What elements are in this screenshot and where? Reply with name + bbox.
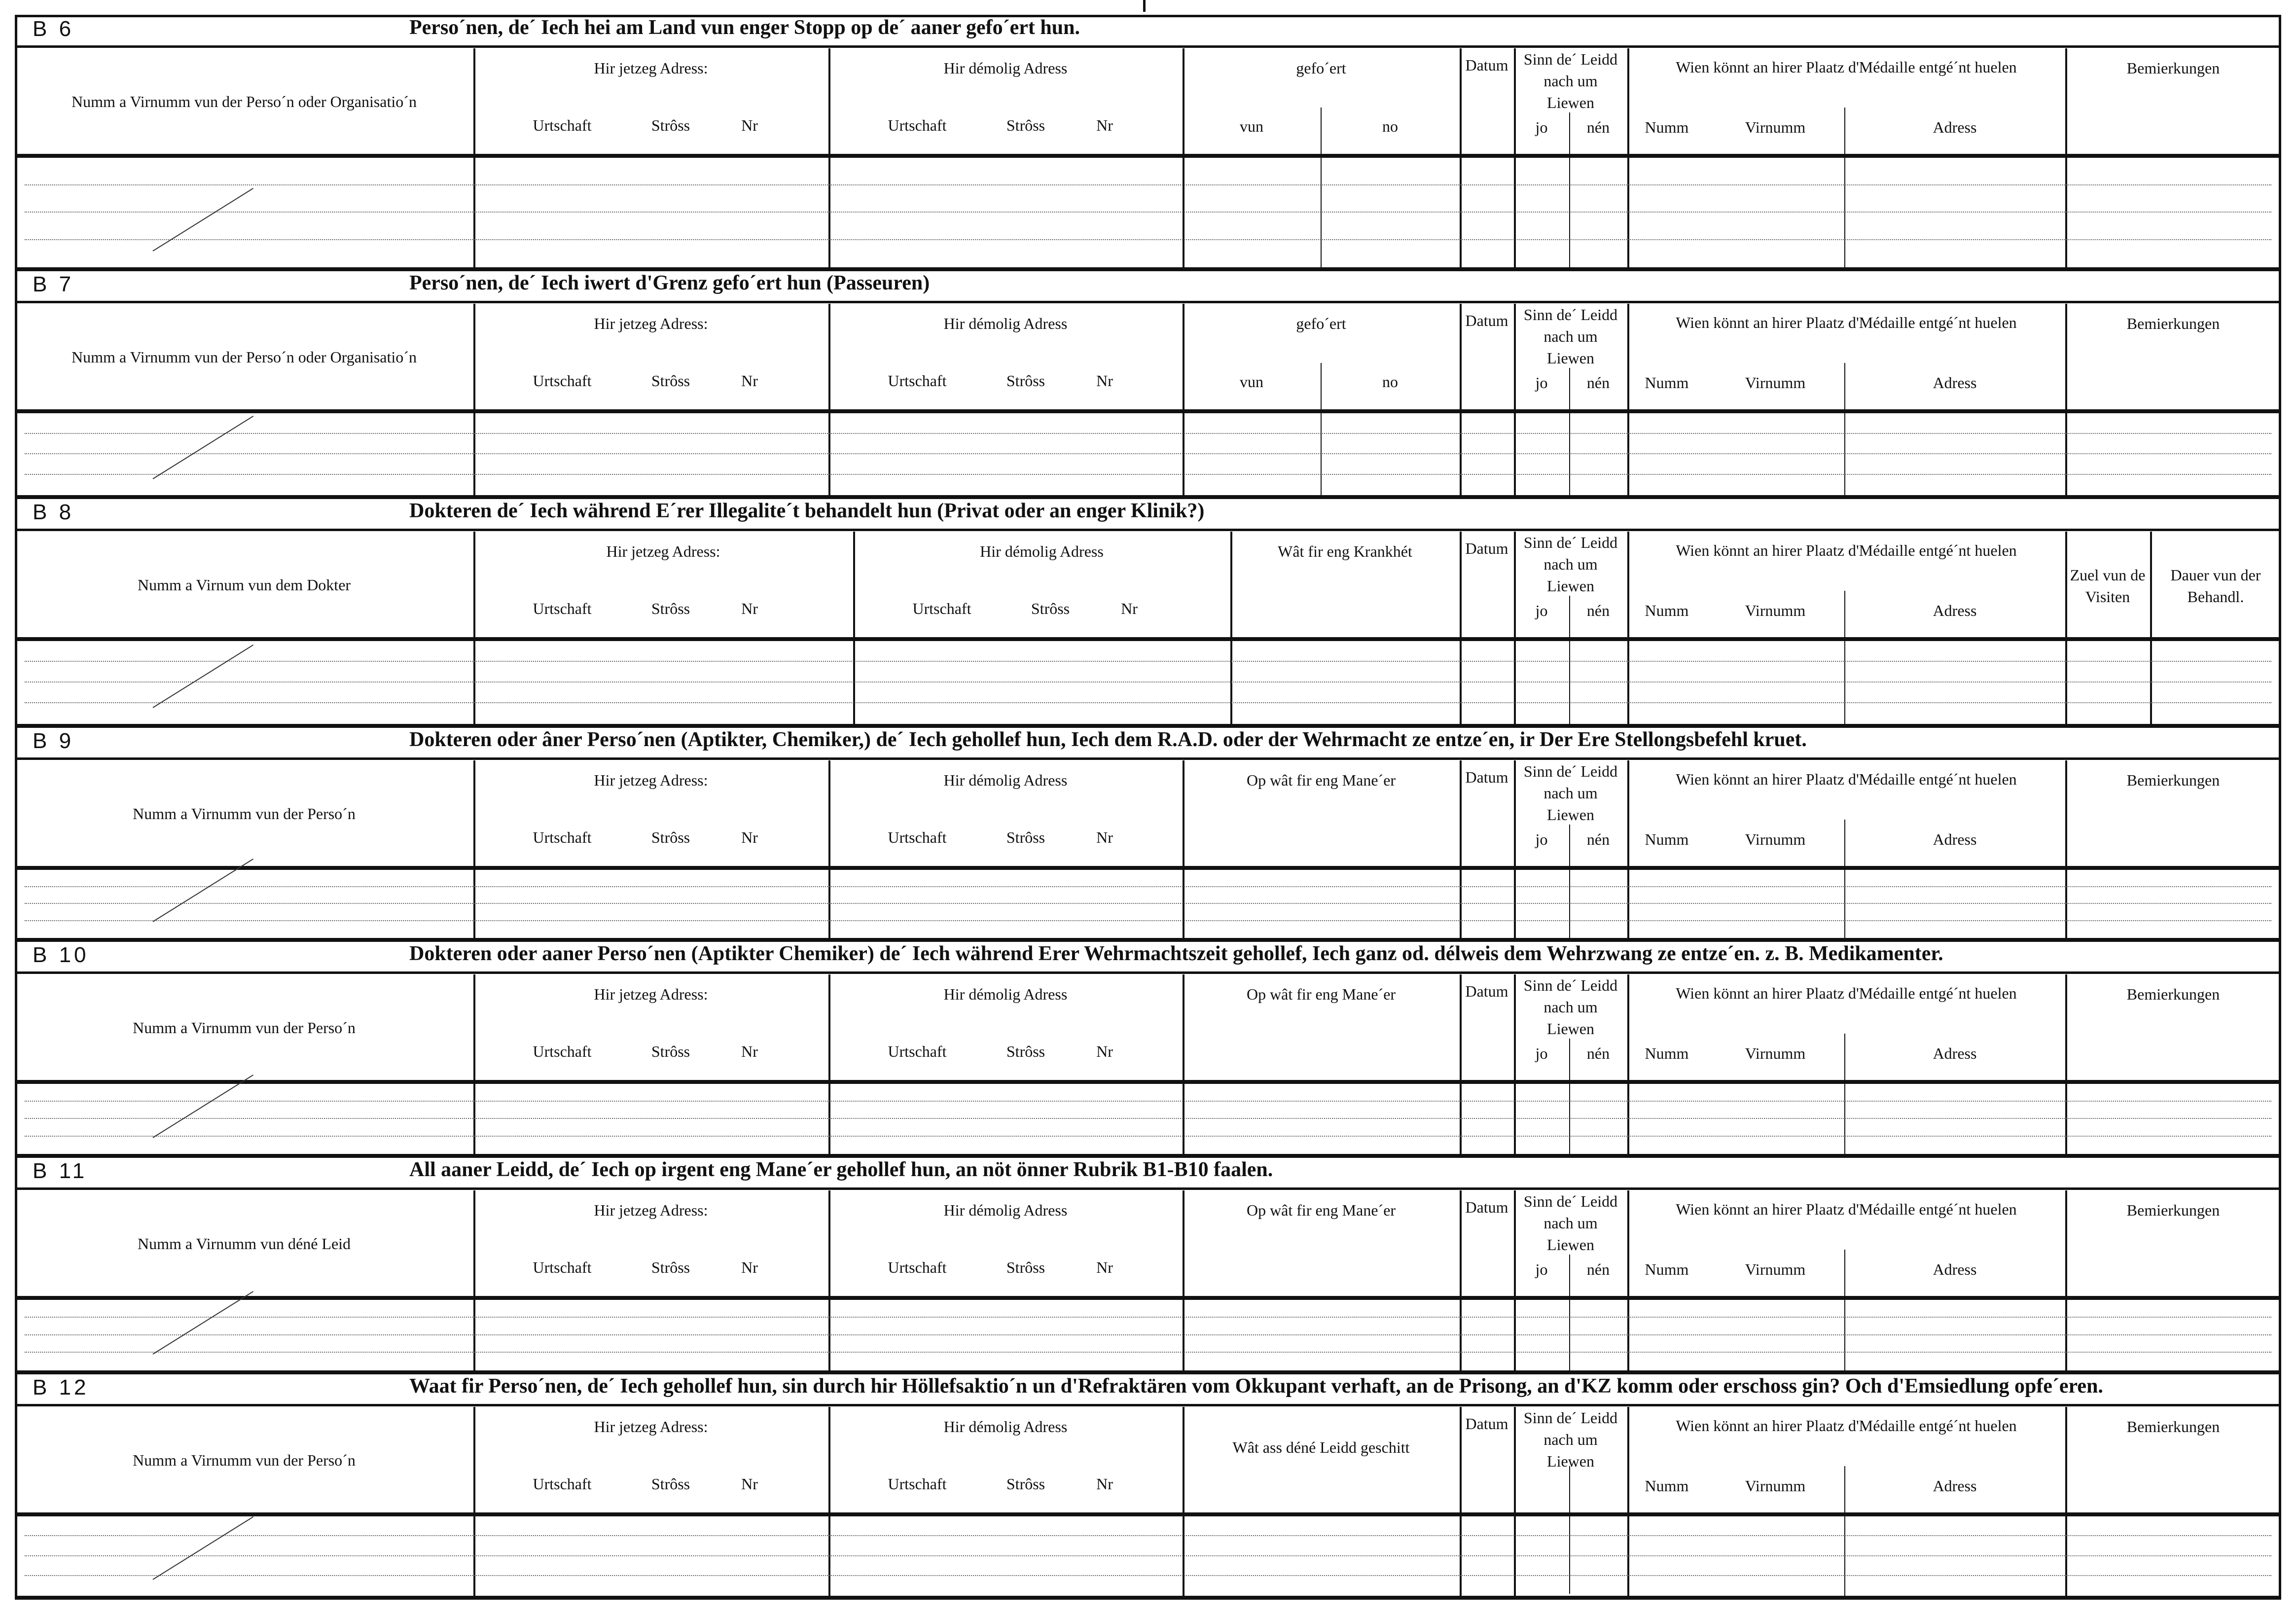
remarks-header: Bemierkungen <box>2126 1418 2220 1436</box>
current-address-header: Hir jetzeg Adress: <box>594 1418 708 1436</box>
current-address-header: Hir jetzeg Adress: <box>594 985 708 1003</box>
alive-no-subheader: nén <box>1586 1260 1610 1278</box>
column-divider <box>1627 760 1629 941</box>
extra-header: Op wât fir eng Mane´er <box>1246 771 1396 789</box>
name-column-header: Numm a Virnumm vun der Perso´n <box>133 805 356 823</box>
alive-yes-subheader: jo <box>1535 1260 1548 1278</box>
section-title: Dokteren de´ Iech während E´rer Illegalite´t behandelt hun (Privat oder an enger Klinik?) <box>409 500 1205 522</box>
column-divider <box>1627 48 1629 270</box>
section-id: B 9 <box>33 729 74 753</box>
pencil-mark <box>152 1075 253 1138</box>
former-number-subheader: Nr <box>1121 600 1138 617</box>
column-divider <box>1183 1407 1184 1599</box>
current-address-header: Hir jetzeg Adress: <box>594 771 708 789</box>
section-title: Perso´nen, de´ Iech hei am Land vun enger Stopp op de´ aaner gefo´ert hun. <box>409 16 1080 39</box>
section-id: B 6 <box>33 17 74 41</box>
section-b8 <box>15 498 2281 727</box>
current-address-header: Hir jetzeg Adress: <box>594 1201 708 1219</box>
medal-address-subheader: Adress <box>1933 374 1977 392</box>
medal-firstname-subheader: Virnumm <box>1745 118 1806 136</box>
section-b12 <box>15 1373 2281 1599</box>
column-divider <box>1514 1407 1516 1599</box>
medal-address-subheader: Adress <box>1933 1260 1977 1278</box>
section-id: B 10 <box>33 943 89 967</box>
section-header <box>15 941 2281 974</box>
column-divider <box>1230 532 1232 727</box>
write-in-line <box>25 1101 2271 1102</box>
write-in-line <box>25 661 2271 662</box>
former-number-subheader: Nr <box>1096 372 1113 390</box>
medal-firstname-subheader: Virnumm <box>1745 602 1806 619</box>
section-b10 <box>15 941 2281 1157</box>
alive-no-subheader: nén <box>1586 1044 1610 1062</box>
former-street-subheader: Strôss <box>1006 1475 1045 1493</box>
remarks-header: Bemierkungen <box>2126 315 2220 332</box>
column-divider <box>1514 532 1516 727</box>
alive-header: Sinn de´ Leidd nach um Liewen <box>1523 762 1618 824</box>
write-in-line <box>25 453 2271 454</box>
current-street-subheader: Strôss <box>651 1042 690 1060</box>
current-number-subheader: Nr <box>741 116 758 134</box>
date-header: Datum <box>1465 768 1508 786</box>
medal-header: Wien könnt an hirer Plaatz d'Médaille entgé´nt huelen <box>1676 984 2017 1002</box>
name-column-header: Numm a Virnumm vun der Perso´n oder Organisatio´n <box>72 348 417 366</box>
column-divider <box>828 304 830 498</box>
write-in-line <box>25 903 2271 904</box>
extra-header: gefo´ert <box>1296 315 1346 332</box>
current-street-subheader: Strôss <box>651 1475 690 1493</box>
section-b9 <box>15 727 2281 941</box>
medal-firstname-subheader: Virnumm <box>1745 1044 1806 1062</box>
medal-address-subheader: Adress <box>1933 118 1977 136</box>
current-number-subheader: Nr <box>741 828 758 846</box>
section-header <box>15 498 2281 531</box>
medal-name-subheader: Numm <box>1645 374 1689 392</box>
column-divider <box>1183 48 1184 270</box>
column-divider <box>1627 304 1629 498</box>
former-number-subheader: Nr <box>1096 1258 1113 1276</box>
pencil-mark <box>152 416 253 479</box>
medal-header: Wien könnt an hirer Plaatz d'Médaille entgé´nt huelen <box>1676 58 2017 76</box>
section-title: Dokteren oder aaner Perso´nen (Aptikter Chemiker) de´ Iech während Erer Wehrmachtszeit gehollef, Iech ganz od. délweis dem Wehrzwang ze entze´en. z. B. Medikamenter. <box>409 942 1943 965</box>
column-divider <box>2150 532 2152 727</box>
extra-to-subheader: no <box>1382 117 1398 135</box>
alive-no-subheader: nén <box>1586 118 1610 136</box>
former-town-subheader: Urtschaft <box>912 600 971 617</box>
section-title: Waat fir Perso´nen, de´ Iech gehollef hun, sin durch hir Höllefsaktio´n un d'Refraktären vom Okkupant verhaft, an de Prisong, an d'KZ komm oder erschoss gin? Och d'Emsiedlung opfe´eren. <box>409 1375 2103 1398</box>
alive-yes-subheader: jo <box>1535 374 1548 392</box>
extra-from-subheader: vun <box>1240 117 1263 135</box>
column-divider <box>2065 48 2067 270</box>
former-street-subheader: Strôss <box>1006 1258 1045 1276</box>
current-street-subheader: Strôss <box>651 372 690 390</box>
former-town-subheader: Urtschaft <box>888 1475 947 1493</box>
column-divider <box>473 532 475 727</box>
pencil-mark <box>152 645 253 708</box>
column-divider <box>1627 532 1629 727</box>
date-header: Datum <box>1465 1198 1508 1216</box>
current-number-subheader: Nr <box>741 1258 758 1276</box>
column-divider <box>473 304 475 498</box>
medal-name-subheader: Numm <box>1645 1044 1689 1062</box>
former-town-subheader: Urtschaft <box>888 116 947 134</box>
section-header <box>15 727 2281 760</box>
medal-name-subheader: Numm <box>1645 830 1689 848</box>
former-street-subheader: Strôss <box>1031 600 1070 617</box>
section-id: B 12 <box>33 1375 89 1400</box>
alive-yes-subheader: jo <box>1535 830 1548 848</box>
alive-no-subheader: nén <box>1586 374 1610 392</box>
column-divider <box>1514 1190 1516 1373</box>
former-number-subheader: Nr <box>1096 116 1113 134</box>
write-in-line <box>25 212 2271 213</box>
write-in-line <box>25 1334 2271 1335</box>
extra-header: Wât fir eng Krankhét <box>1278 542 1412 560</box>
medal-name-subheader: Numm <box>1645 118 1689 136</box>
section-b7 <box>15 270 2281 498</box>
medal-address-subheader: Adress <box>1933 1477 1977 1495</box>
name-column-header: Numm a Virnum vun dem Dokter <box>137 576 351 594</box>
medal-name-subheader: Numm <box>1645 602 1689 619</box>
former-street-subheader: Strôss <box>1006 372 1045 390</box>
write-in-line <box>25 1136 2271 1137</box>
header-bottom-rule <box>15 637 2281 641</box>
pencil-mark <box>152 188 253 251</box>
column-divider <box>473 48 475 270</box>
medal-name-subheader: Numm <box>1645 1260 1689 1278</box>
former-street-subheader: Strôss <box>1006 1042 1045 1060</box>
former-address-header: Hir démolig Adress <box>943 315 1068 332</box>
former-town-subheader: Urtschaft <box>888 1042 947 1060</box>
extra-to-subheader: no <box>1382 373 1398 391</box>
alive-yes-subheader: jo <box>1535 1044 1548 1062</box>
alive-header: Sinn de´ Leidd nach um Liewen <box>1523 306 1618 367</box>
section-b6 <box>15 15 2281 270</box>
extra-header: gefo´ert <box>1296 59 1346 77</box>
alive-header: Sinn de´ Leidd nach um Liewen <box>1523 534 1618 595</box>
write-in-line <box>25 702 2271 703</box>
alive-yes-subheader: jo <box>1535 118 1548 136</box>
alive-yes-subheader: jo <box>1535 602 1548 619</box>
medal-header: Wien könnt an hirer Plaatz d'Médaille entgé´nt huelen <box>1676 1417 2017 1435</box>
date-header: Datum <box>1465 312 1508 329</box>
column-divider <box>1514 48 1516 270</box>
former-address-header: Hir démolig Adress <box>943 59 1068 77</box>
write-in-line <box>25 1352 2271 1353</box>
section-id: B 11 <box>33 1159 88 1183</box>
remarks-header: Bemierkungen <box>2126 985 2220 1003</box>
column-divider <box>1627 1190 1629 1373</box>
column-divider <box>1514 760 1516 941</box>
medal-header: Wien könnt an hirer Plaatz d'Médaille entgé´nt huelen <box>1676 541 2017 559</box>
current-town-subheader: Urtschaft <box>533 116 592 134</box>
current-street-subheader: Strôss <box>651 1258 690 1276</box>
current-town-subheader: Urtschaft <box>533 1475 592 1493</box>
name-column-header: Numm a Virnumm vun déné Leid <box>137 1235 351 1253</box>
current-number-subheader: Nr <box>741 1042 758 1060</box>
date-header: Datum <box>1465 56 1508 74</box>
medal-header: Wien könnt an hirer Plaatz d'Médaille entgé´nt huelen <box>1676 1200 2017 1218</box>
section-title: All aaner Leidd, de´ Iech op irgent eng Mane´er gehollef hun, an nöt önner Rubrik B1-B10 faalen. <box>409 1158 1273 1181</box>
section-header <box>15 1373 2281 1406</box>
current-town-subheader: Urtschaft <box>533 1042 592 1060</box>
current-street-subheader: Strôss <box>651 828 690 846</box>
medal-address-subheader: Adress <box>1933 602 1977 619</box>
column-divider <box>1627 974 1629 1157</box>
write-in-line <box>25 184 2271 185</box>
current-address-header: Hir jetzeg Adress: <box>606 542 720 560</box>
column-divider <box>853 532 855 727</box>
medal-firstname-subheader: Virnumm <box>1745 830 1806 848</box>
former-number-subheader: Nr <box>1096 828 1113 846</box>
section-header <box>15 15 2281 48</box>
write-in-line <box>25 1555 2271 1556</box>
extra-header: Wât ass déné Leidd geschitt <box>1232 1438 1410 1456</box>
column-divider <box>1460 532 1462 727</box>
current-number-subheader: Nr <box>741 600 758 617</box>
section-b11 <box>15 1157 2281 1373</box>
former-street-subheader: Strôss <box>1006 828 1045 846</box>
alive-no-subheader: nén <box>1586 830 1610 848</box>
section-id: B 8 <box>33 500 74 524</box>
current-number-subheader: Nr <box>741 1475 758 1493</box>
column-divider <box>1514 304 1516 498</box>
alive-header: Sinn de´ Leidd nach um Liewen <box>1523 1409 1618 1470</box>
medal-header: Wien könnt an hirer Plaatz d'Médaille entgé´nt huelen <box>1676 770 2017 788</box>
current-town-subheader: Urtschaft <box>533 600 592 617</box>
extra-header: Op wât fir eng Mane´er <box>1246 1201 1396 1219</box>
write-in-line <box>25 1118 2271 1119</box>
column-divider <box>1460 1190 1462 1373</box>
extra-from-subheader: vun <box>1240 373 1263 391</box>
section-header <box>15 270 2281 303</box>
former-town-subheader: Urtschaft <box>888 372 947 390</box>
date-header: Datum <box>1465 539 1508 557</box>
column-divider <box>2065 532 2067 727</box>
former-address-header: Hir démolig Adress <box>943 771 1068 789</box>
medal-firstname-subheader: Virnumm <box>1745 374 1806 392</box>
medal-firstname-subheader: Virnumm <box>1745 1260 1806 1278</box>
write-in-line <box>25 886 2271 887</box>
alive-no-subheader: nén <box>1586 602 1610 619</box>
write-in-line <box>25 1575 2271 1576</box>
column-divider <box>1627 1407 1629 1599</box>
current-number-subheader: Nr <box>741 372 758 390</box>
alive-header: Sinn de´ Leidd nach um Liewen <box>1523 976 1618 1038</box>
current-address-header: Hir jetzeg Adress: <box>594 315 708 332</box>
current-town-subheader: Urtschaft <box>533 1258 592 1276</box>
column-divider <box>1460 304 1462 498</box>
medal-firstname-subheader: Virnumm <box>1745 1477 1806 1495</box>
medal-header: Wien könnt an hirer Plaatz d'Médaille entgé´nt huelen <box>1676 314 2017 331</box>
name-column-header: Numm a Virnumm vun der Perso´n <box>133 1451 356 1469</box>
column-divider <box>1460 760 1462 941</box>
former-town-subheader: Urtschaft <box>888 828 947 846</box>
remarks-header: Bemierkungen <box>2126 771 2220 789</box>
former-address-header: Hir démolig Adress <box>943 1418 1068 1436</box>
header-bottom-rule <box>15 1512 2281 1516</box>
section-bottom-rule <box>15 1596 2281 1600</box>
column-divider <box>1460 1407 1462 1599</box>
section-id: B 7 <box>33 272 74 296</box>
current-street-subheader: Strôss <box>651 116 690 134</box>
visits-header: Zuel vun de Visiten <box>2070 566 2146 606</box>
section-title: Dokteren oder âner Perso´nen (Aptikter, Chemiker,) de´ Iech gehollef hun, Iech dem R.A.D. oder der Wehrmacht ze entze´en, ir Der Ere Stellongsbefehl kruet. <box>409 728 1807 751</box>
header-bottom-rule <box>15 866 2281 870</box>
section-title: Perso´nen, de´ Iech iwert d'Grenz gefo´ert hun (Passeuren) <box>409 272 930 294</box>
former-address-header: Hir démolig Adress <box>943 985 1068 1003</box>
former-address-header: Hir démolig Adress <box>943 1201 1068 1219</box>
header-bottom-rule <box>15 409 2281 413</box>
write-in-line <box>25 239 2271 240</box>
column-divider <box>1514 974 1516 1157</box>
pencil-mark <box>152 1291 253 1355</box>
former-street-subheader: Strôss <box>1006 116 1045 134</box>
date-header: Datum <box>1465 1415 1508 1433</box>
name-column-header: Numm a Virnumm vun der Perso´n oder Organisatio´n <box>72 93 417 110</box>
column-divider <box>1460 974 1462 1157</box>
medal-address-subheader: Adress <box>1933 1044 1977 1062</box>
date-header: Datum <box>1465 982 1508 1000</box>
former-number-subheader: Nr <box>1096 1475 1113 1493</box>
write-in-line <box>25 1317 2271 1318</box>
header-bottom-rule <box>15 154 2281 158</box>
pencil-mark <box>152 1516 253 1580</box>
remarks-header: Bemierkungen <box>2126 1201 2220 1219</box>
column-divider <box>2065 304 2067 498</box>
alive-header: Sinn de´ Leidd nach um Liewen <box>1523 50 1618 111</box>
header-bottom-rule <box>15 1296 2281 1300</box>
current-address-header: Hir jetzeg Adress: <box>594 59 708 77</box>
former-number-subheader: Nr <box>1096 1042 1113 1060</box>
top-tick-mark <box>1143 0 1146 12</box>
name-column-header: Numm a Virnumm vun der Perso´n <box>133 1019 356 1037</box>
former-town-subheader: Urtschaft <box>888 1258 947 1276</box>
header-bottom-rule <box>15 1080 2281 1084</box>
column-divider <box>1183 304 1184 498</box>
current-town-subheader: Urtschaft <box>533 372 592 390</box>
alive-header: Sinn de´ Leidd nach um Liewen <box>1523 1192 1618 1254</box>
column-divider <box>1460 48 1462 270</box>
write-in-line <box>25 1535 2271 1536</box>
write-in-line <box>25 474 2271 475</box>
extra-header: Op wât fir eng Mane´er <box>1246 985 1396 1003</box>
write-in-line <box>25 920 2271 921</box>
write-in-line <box>25 433 2271 434</box>
remarks-header: Bemierkungen <box>2126 59 2220 77</box>
current-town-subheader: Urtschaft <box>533 828 592 846</box>
column-divider <box>828 48 830 270</box>
section-header <box>15 1157 2281 1190</box>
former-address-header: Hir démolig Adress <box>980 542 1104 560</box>
current-street-subheader: Strôss <box>651 600 690 617</box>
medal-address-subheader: Adress <box>1933 830 1977 848</box>
duration-header: Dauer vun der Behandl. <box>2170 566 2261 606</box>
medal-name-subheader: Numm <box>1645 1477 1689 1495</box>
